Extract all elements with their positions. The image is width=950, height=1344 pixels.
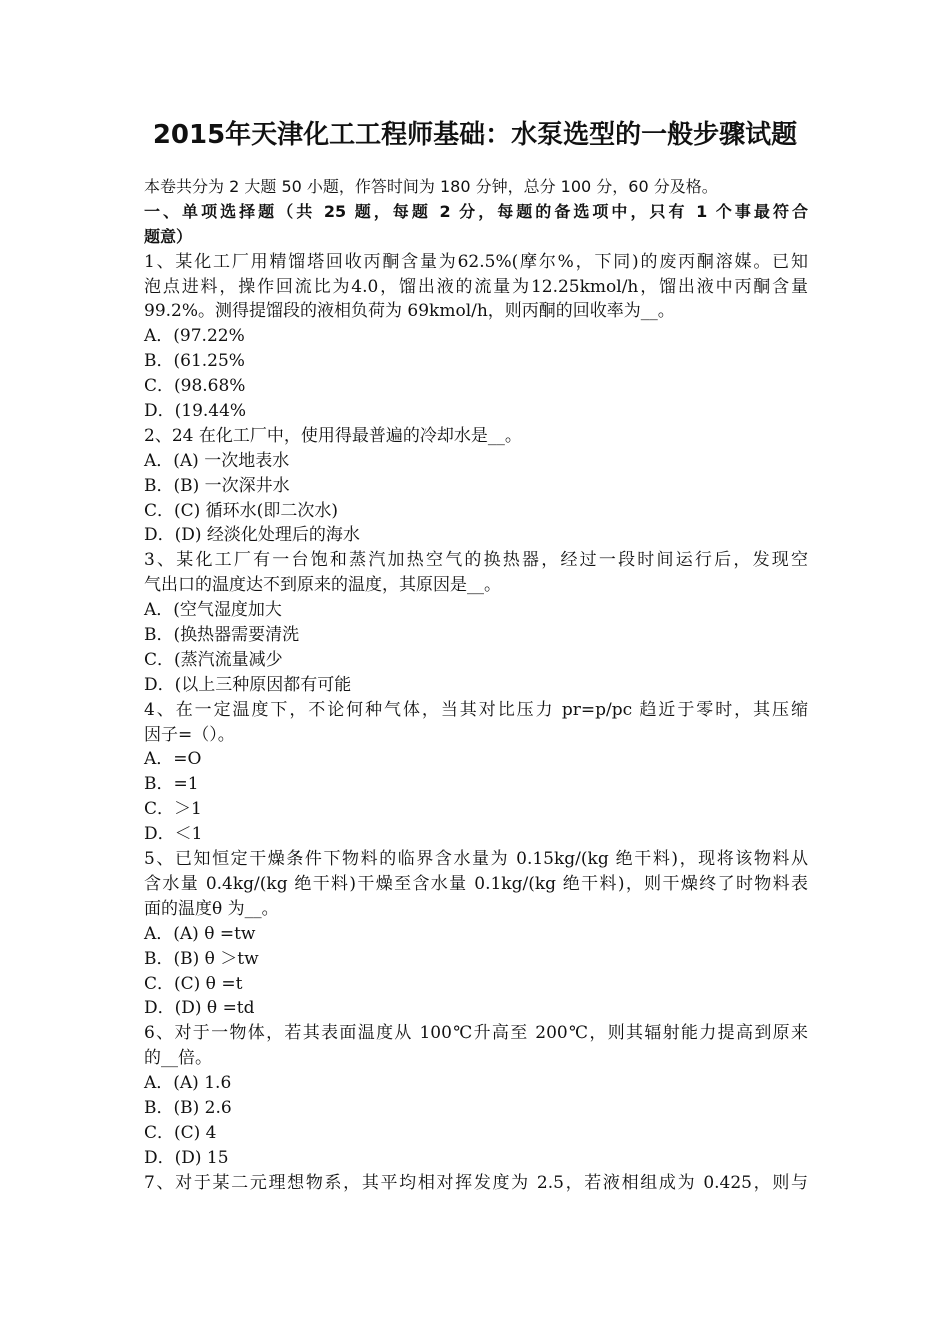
question-stem-line: 7、对于某二元理想物系，其平均相对挥发度为 2.5，若液相组成为 0.425，则与	[144, 1172, 808, 1193]
question-stem-line: 6、对于一物体，若其表面温度从 100℃升高至 200℃，则其辐射能力提高到原来	[144, 1023, 808, 1044]
question-stem-line: 含水量 0.4kg/(kg 绝干料)干燥至含水量 0.1kg/(kg 绝干料)，则干燥终了时物料表	[144, 873, 808, 894]
answer-option: A．(A) 一次地表水	[144, 450, 290, 471]
answer-option: A．=O	[144, 749, 202, 770]
answer-option: B．(B) 一次深井水	[144, 475, 290, 496]
answer-option: C．(98.68%	[144, 376, 246, 397]
question-stem-line: 4、在一定温度下，不论何种气体，当其对比压力 pr=p/pc 趋近于零时，其压缩	[144, 699, 808, 720]
question-stem-line: 气出口的温度达不到原来的温度，其原因是__。	[144, 575, 501, 596]
answer-option: D．(19.44%	[144, 401, 247, 422]
question-6	[144, 1021, 808, 1170]
question-1	[144, 250, 808, 424]
answer-option: D．＜1	[144, 824, 203, 845]
answer-option: D．(以上三种原因都有可能	[144, 674, 352, 695]
answer-option: B．(B) θ ＞tw	[144, 948, 259, 969]
question-7	[144, 1171, 808, 1196]
answer-option: C．(蒸汽流量减少	[144, 649, 283, 670]
answer-option: B．(B) 2.6	[144, 1097, 232, 1118]
question-stem-line: 3、某化工厂有一台饱和蒸汽加热空气的换热器，经过一段时间运行后，发现空	[144, 550, 808, 571]
answer-option: B．(61.25%	[144, 351, 245, 372]
answer-option: D．(D) 经淡化处理后的海水	[144, 525, 360, 546]
answer-option: A．(A) 1.6	[144, 1073, 232, 1094]
question-stem-line: 5、已知恒定干燥条件下物料的临界含水量为 0.15kg/(kg 绝干料)，现将该物料从	[144, 849, 808, 870]
answer-option: A．(A) θ =tw	[144, 923, 256, 944]
question-stem-line: 的__倍。	[144, 1048, 212, 1069]
answer-option: C．(C) 4	[144, 1122, 217, 1143]
question-5	[144, 847, 808, 1021]
question-2	[144, 424, 808, 548]
question-stem-line: 1、某化工厂用精馏塔回收丙酮含量为62.5%(摩尔%，下同)的废丙酮溶媒。已知	[144, 251, 808, 272]
question-stem-line: 面的温度θ 为__。	[144, 898, 279, 919]
answer-option: D．(D) 15	[144, 1147, 229, 1168]
question-4	[144, 698, 808, 847]
question-stem-line: 2、24 在化工厂中，使用得最普遍的冷却水是__。	[144, 425, 522, 446]
answer-option: C．(C) θ =t	[144, 973, 243, 994]
answer-option: C．＞1	[144, 799, 202, 820]
document-body	[144, 175, 808, 1196]
answer-option: D．(D) θ =td	[144, 998, 255, 1019]
answer-option: B．(换热器需要清洗	[144, 625, 300, 646]
question-stem-line: 泡点进料，操作回流比为4.0，馏出液的流量为12.25kmol/h，馏出液中丙酮含量	[144, 276, 808, 297]
section-heading-line-1: 一、单项选择题（共 25 题，每题 2 分，每题的备选项中，只有 1 个事最符合	[144, 201, 808, 221]
question-3	[144, 548, 808, 697]
answer-option: A．(空气湿度加大	[144, 600, 282, 621]
exam-intro: 本卷共分为 2 大题 50 小题，作答时间为 180 分钟，总分 100 分，60 分及格。	[144, 177, 718, 196]
question-stem-line: 因子=（）。	[144, 724, 235, 745]
page-title: 2015年天津化工工程师基础：水泵选型的一般步骤试题	[152, 120, 798, 150]
answer-option: B．=1	[144, 774, 199, 795]
answer-option: A．(97.22%	[144, 326, 245, 347]
section-heading-line-2: 题意）	[144, 226, 193, 246]
answer-option: C．(C) 循环水(即二次水)	[144, 500, 338, 521]
question-stem-line: 99.2%。测得提馏段的液相负荷为 69kmol/h，则丙酮的回收率为__。	[144, 301, 675, 322]
